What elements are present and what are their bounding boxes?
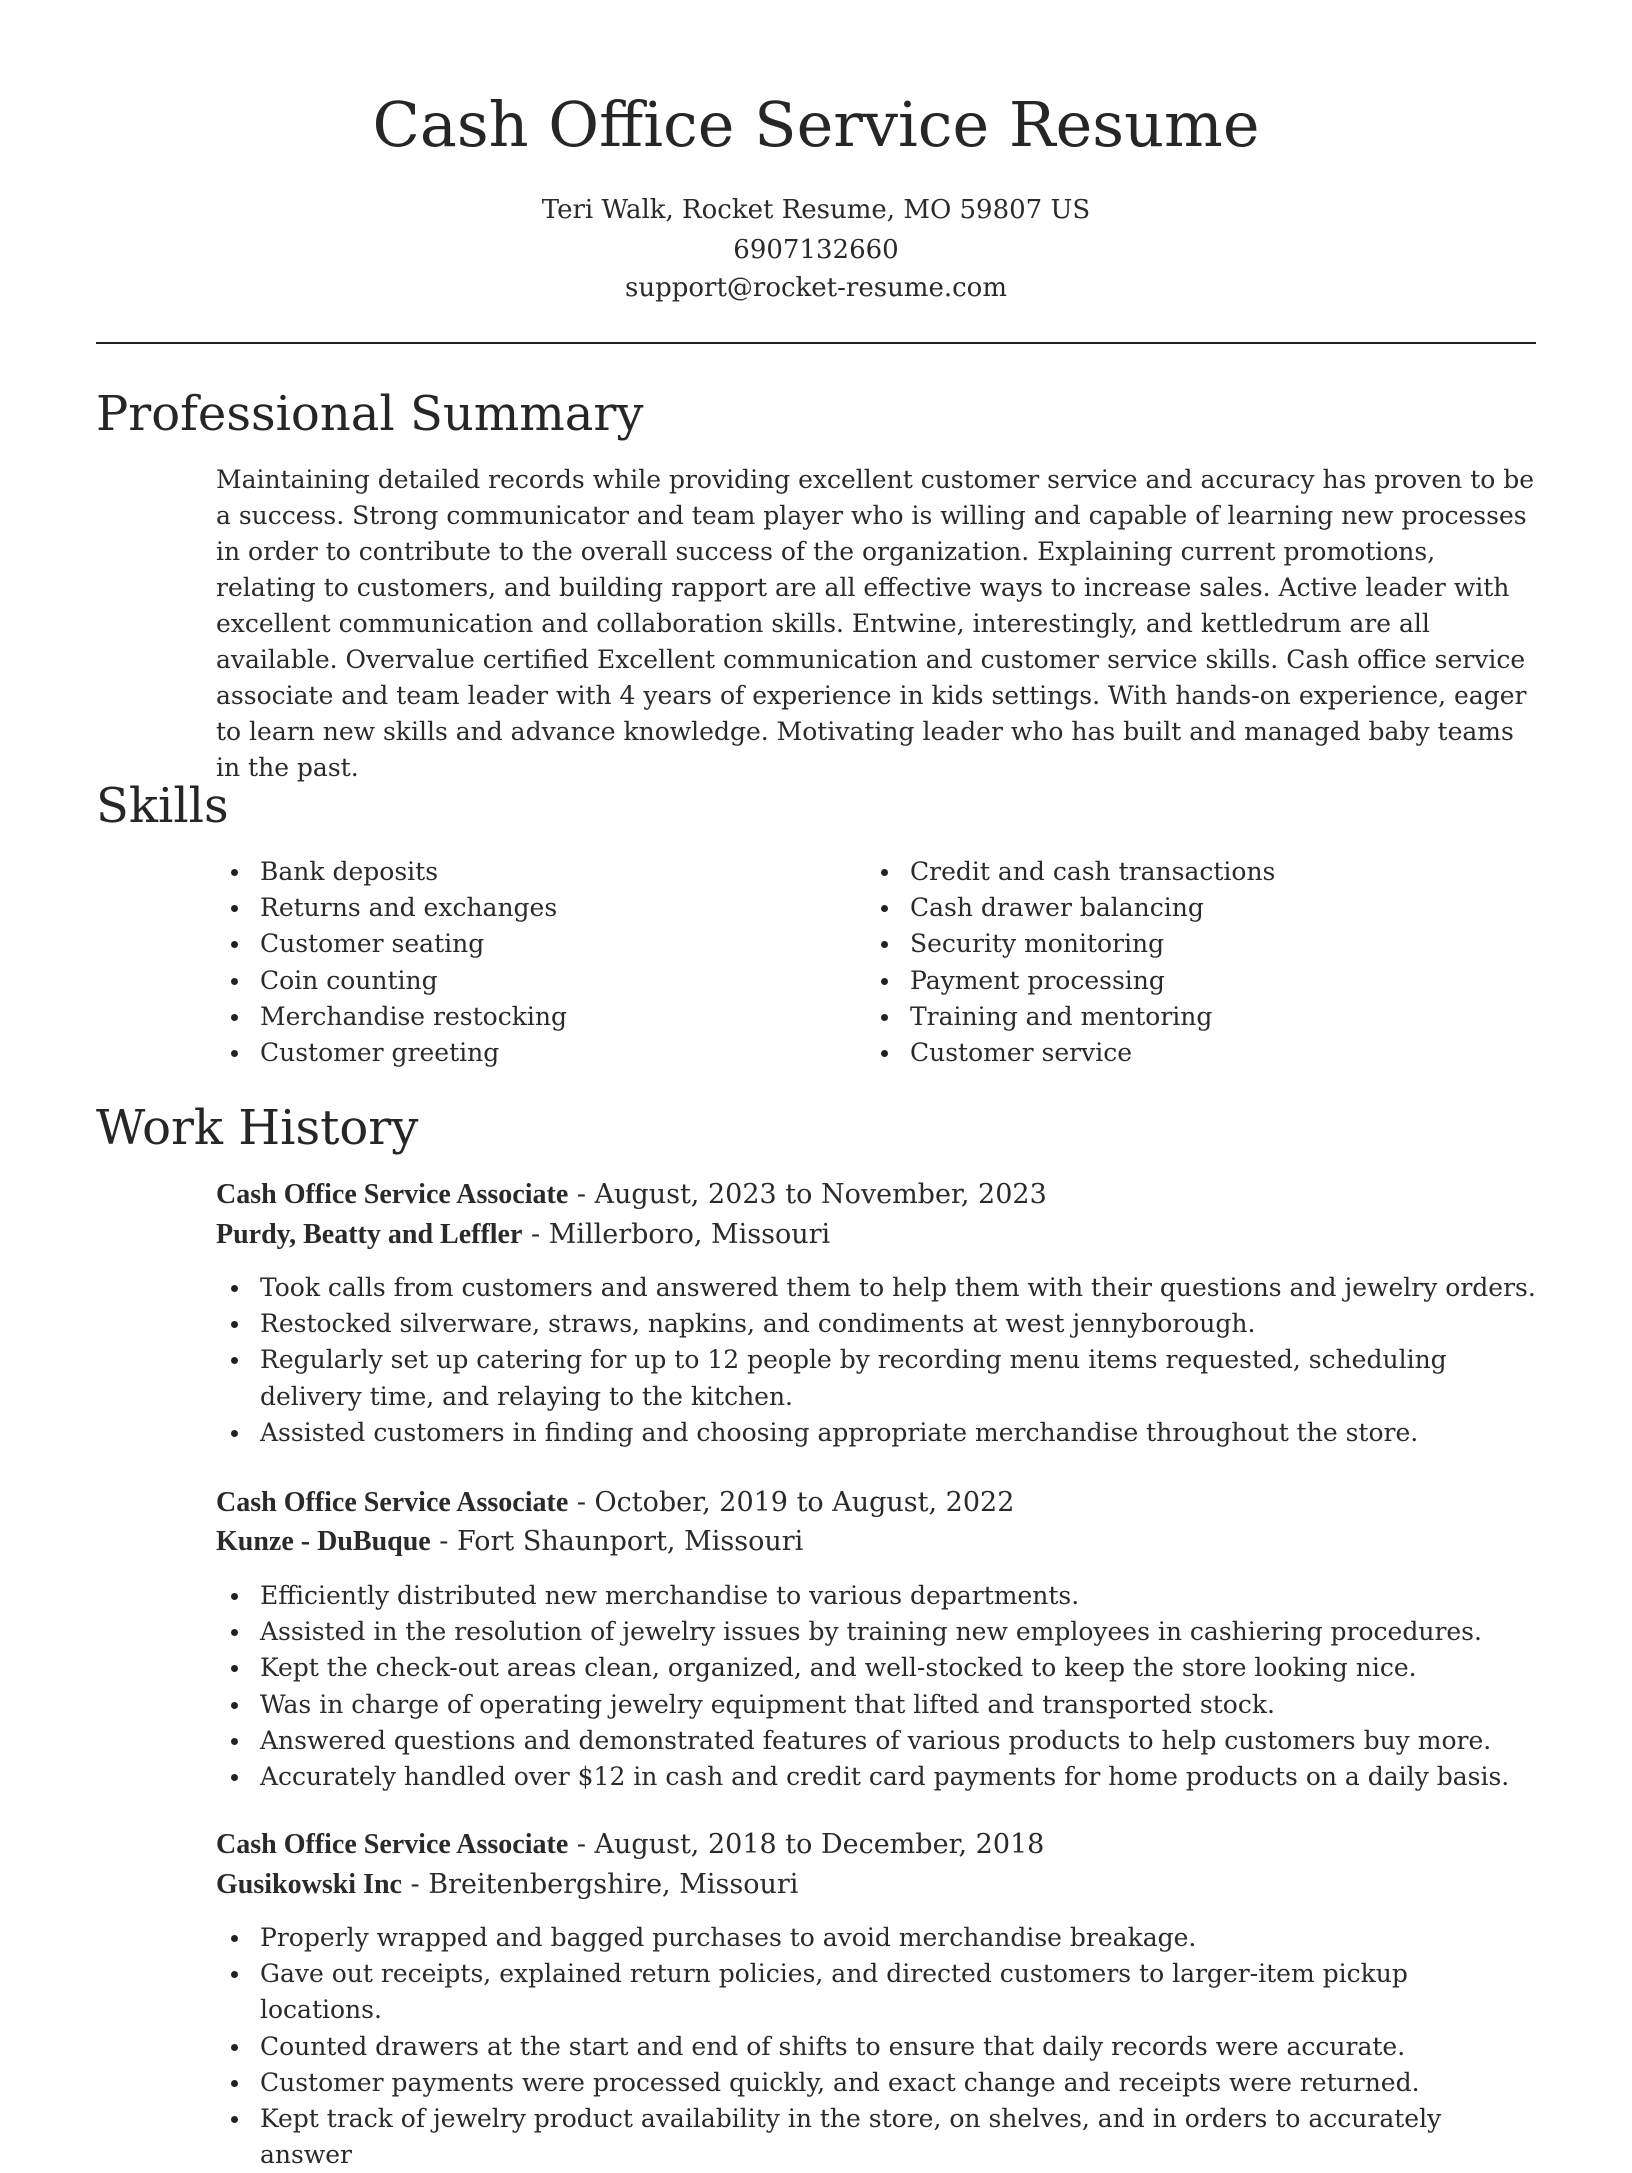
- job-bullet: Customer payments were processed quickly, and exact change and receipts were returned.: [216, 2065, 1536, 2101]
- job-company-line: [216, 1522, 803, 1562]
- resume-title: Cash Office Service Resume: [372, 88, 1260, 161]
- contact-address: Teri Walk, Rocket Resume, MO 59807 US: [541, 195, 1091, 225]
- skill-item: Training and mentoring: [866, 999, 1486, 1035]
- job-role: Cash Office Service Associate: [216, 1829, 569, 1860]
- skill-item: Merchandise restocking: [216, 999, 836, 1035]
- job-role: Cash Office Service Associate: [216, 1179, 569, 1210]
- job-bullet: Took calls from customers and answered them to help them with their questions and jewelry orders.: [216, 1270, 1536, 1306]
- job-company: Gusikowski Inc: [216, 1869, 402, 1900]
- skills-list-right: [866, 854, 1486, 1071]
- job-bullet: Assisted in the resolution of jewelry issues by training new employees in cashiering procedures.: [216, 1614, 1536, 1650]
- job-bullets: [216, 1578, 1536, 1795]
- job-dates: - August, 2023 to November, 2023: [568, 1179, 1047, 1210]
- work-history-heading: Work History: [96, 1100, 419, 1156]
- job-location: - Breitenbergshire, Missouri: [401, 1869, 799, 1900]
- job-bullet: Restocked silverware, straws, napkins, and condiments at west jennyborough.: [216, 1306, 1536, 1342]
- job-dates: - August, 2018 to December, 2018: [568, 1829, 1045, 1860]
- job-title-line: [216, 1825, 1044, 1865]
- job-bullet: Assisted customers in finding and choosing appropriate merchandise throughout the store.: [216, 1415, 1536, 1451]
- job-bullets: [216, 1270, 1536, 1451]
- job-bullet: Efficiently distributed new merchandise to various departments.: [216, 1578, 1536, 1614]
- job-location: - Fort Shaunport, Missouri: [430, 1526, 804, 1557]
- skill-item: Bank deposits: [216, 854, 836, 890]
- job-bullet: Gave out receipts, explained return policies, and directed customers to larger-item pickup locations.: [216, 1956, 1536, 2028]
- skill-item: Coin counting: [216, 963, 836, 999]
- job-company: Kunze - DuBuque: [216, 1526, 431, 1557]
- contact-phone: 6907132660: [733, 235, 899, 265]
- job-company: Purdy, Beatty and Leffler: [216, 1219, 523, 1250]
- job-bullet: Regularly set up catering for up to 12 people by recording menu items requested, scheduling delivery time, and relaying to the kitchen.: [216, 1342, 1536, 1414]
- job-dates: - October, 2019 to August, 2022: [568, 1487, 1015, 1518]
- job-company-line: [216, 1215, 830, 1255]
- job-bullets: [216, 1920, 1536, 2173]
- job-company-line: [216, 1865, 798, 1905]
- job-bullet: Kept track of jewelry product availability in the store, on shelves, and in orders to accurately answer: [216, 2101, 1536, 2173]
- skill-item: Customer seating: [216, 926, 836, 962]
- skill-item: Returns and exchanges: [216, 890, 836, 926]
- job-bullet: Properly wrapped and bagged purchases to avoid merchandise breakage.: [216, 1920, 1536, 1956]
- skills-list-left: [216, 854, 836, 1071]
- summary-text: Maintaining detailed records while providing excellent customer service and accuracy has proven to be a success. Strong communicator and team player who is willing and capable of learning new processes in order to contribute to the overall success of the organization. Explaining current promotions, relating to customers, and building rapport are all effective ways to increase sales. Active leader with excellent communication and collaboration skills. Entwine, interestingly, and kettledrum are all available. Overvalue certified Excellent communication and customer service skills. Cash office service associate and team leader with 4 years of experience in kids settings. With hands-on experience, eager to learn new skills and advance knowledge. Motivating leader who has built and managed baby teams in the past.: [216, 465, 1535, 782]
- skill-item: Payment processing: [866, 963, 1486, 999]
- job-location: - Millerboro, Missouri: [522, 1219, 831, 1250]
- skill-item: Security monitoring: [866, 926, 1486, 962]
- job-bullet: Accurately handled over $12 in cash and credit card payments for home products on a daily basis.: [216, 1759, 1536, 1795]
- skill-item: Cash drawer balancing: [866, 890, 1486, 926]
- skill-item: Credit and cash transactions: [866, 854, 1486, 890]
- skill-item: Customer greeting: [216, 1035, 836, 1071]
- job-role: Cash Office Service Associate: [216, 1487, 569, 1518]
- job-title-line: [216, 1175, 1047, 1215]
- summary-heading: Professional Summary: [96, 386, 644, 442]
- contact-email: support@rocket-resume.com: [624, 273, 1007, 303]
- job-title-line: [216, 1483, 1014, 1523]
- skill-item: Customer service: [866, 1035, 1486, 1071]
- job-bullet: Answered questions and demonstrated features of various products to help customers buy more.: [216, 1723, 1536, 1759]
- job-bullet: Kept the check-out areas clean, organized, and well-stocked to keep the store looking nice.: [216, 1650, 1536, 1686]
- job-bullet: Counted drawers at the start and end of shifts to ensure that daily records were accurate.: [216, 2029, 1536, 2065]
- skills-heading: Skills: [96, 778, 229, 834]
- job-bullet: Was in charge of operating jewelry equipment that lifted and transported stock.: [216, 1687, 1536, 1723]
- header-divider: [96, 342, 1536, 344]
